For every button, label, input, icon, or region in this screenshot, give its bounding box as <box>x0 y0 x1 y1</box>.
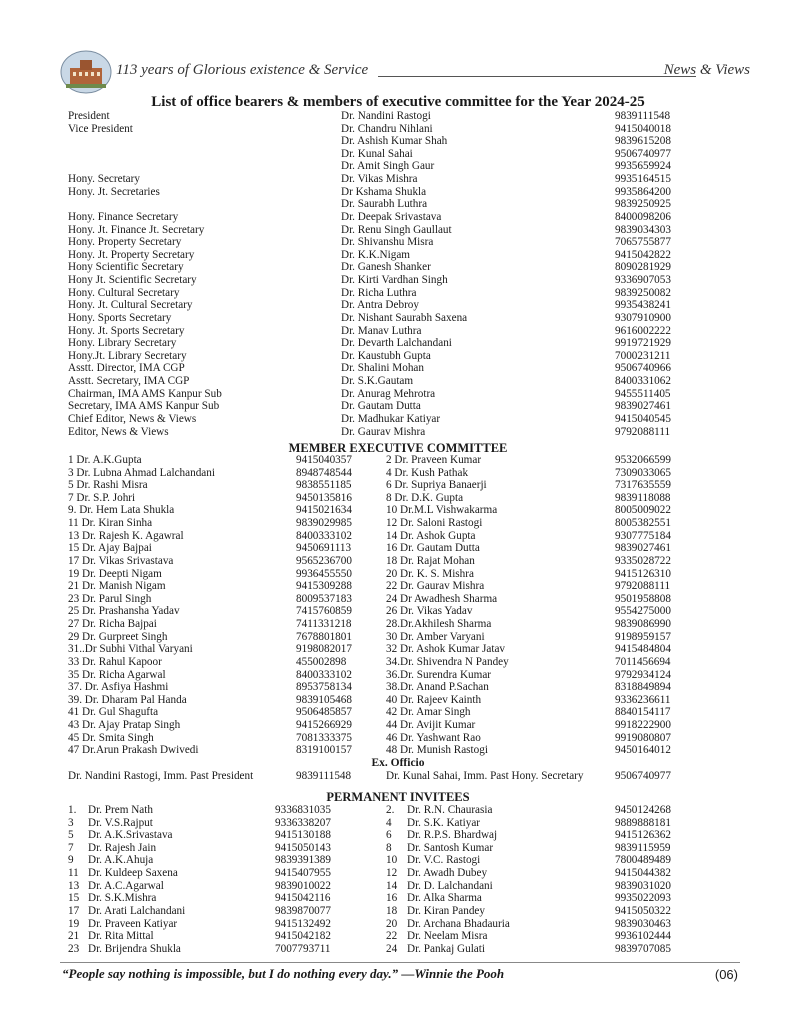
member-phone: 9506485857 <box>296 706 352 719</box>
office-bearer-role: Asstt. Director, IMA CGP <box>68 362 185 375</box>
member-name: 30 Dr. Amber Varyani <box>386 630 485 643</box>
invitee-number: 5 <box>68 829 74 842</box>
office-bearer-name: Dr. Kaustubh Gupta <box>341 349 431 362</box>
member-name: 37. Dr. Asfiya Hashmi <box>68 681 169 694</box>
member-phone: 9450164012 <box>615 744 671 757</box>
member-phone: 8840154117 <box>615 706 671 719</box>
invitee-phone: 9839707085 <box>615 942 671 955</box>
member-phone: 9792088111 <box>615 580 671 593</box>
office-bearer-phone: 9839250925 <box>615 198 671 211</box>
office-bearer-role: Vice President <box>68 122 133 135</box>
office-bearer-name: Dr. Antra Debroy <box>341 299 419 312</box>
member-name: 9. Dr. Hem Lata Shukla <box>68 504 175 517</box>
invitee-name: Dr. Awadh Dubey <box>407 867 488 880</box>
member-phone: 9198082017 <box>296 643 352 656</box>
office-bearer-name: Dr. Vikas Mishra <box>341 173 418 186</box>
invitee-name: Dr. Brijendra Shukla <box>88 942 181 955</box>
member-phone: 9839027461 <box>615 542 671 555</box>
office-bearer-role: Chairman, IMA AMS Kanpur Sub <box>68 387 222 400</box>
footer-quote: “People say nothing is impossible, but I do nothing every day.” —Winnie the Pooh <box>62 966 505 981</box>
invitee-phone: 9935022093 <box>615 892 671 905</box>
invitee-name: Dr. Santosh Kumar <box>407 841 494 854</box>
office-bearer-name: Dr Kshama Shukla <box>341 185 427 198</box>
invitee-phone: 9336338207 <box>275 816 331 829</box>
header-divider <box>378 76 696 77</box>
office-bearer-role: Hony. Jt. Secretaries <box>68 185 160 198</box>
member-name: 18 Dr. Rajat Mohan <box>386 554 475 567</box>
member-phone: 8319100157 <box>296 744 352 757</box>
invitee-number: 8 <box>386 841 392 854</box>
office-bearer-phone: 9839027461 <box>615 400 671 413</box>
invitee-phone: 9839870077 <box>275 904 331 917</box>
invitee-name: Dr. S.K. Katiyar <box>407 816 481 829</box>
office-bearer-phone: 8090281929 <box>615 261 671 274</box>
invitee-name: Dr. V.C. Rastogi <box>407 854 481 867</box>
office-bearer-phone: 7065755877 <box>615 236 671 249</box>
invitee-name: Dr. A.K.Srivastava <box>88 829 173 842</box>
member-phone: 8400333102 <box>296 668 352 681</box>
ex-officio-left-phone: 9839111548 <box>296 770 352 782</box>
office-bearer-role: Hony. Jt. Sports Secretary <box>68 324 185 337</box>
member-phone: 9936455550 <box>296 567 352 580</box>
office-bearer-phone: 8400098206 <box>615 210 671 223</box>
invitee-phone: 9415407955 <box>275 867 331 880</box>
member-name: 41 Dr. Gul Shagufta <box>68 706 159 719</box>
member-phone: 8009537183 <box>296 592 352 605</box>
member-name: 31..Dr Subhi Vithal Varyani <box>68 643 193 656</box>
office-bearer-phone: 9616002222 <box>615 324 671 337</box>
office-bearer-phone: 9839111548 <box>615 110 671 122</box>
member-phone: 9919080807 <box>615 731 671 744</box>
member-name: 23 Dr. Parul Singh <box>68 592 152 605</box>
invitee-phone: 7800489489 <box>615 854 671 867</box>
office-bearer-role: Hony. Jt. Property Secretary <box>68 248 195 261</box>
invitee-name: Dr. R.P.S. Bhardwaj <box>407 829 498 842</box>
office-bearer-role: Hony. Jt. Cultural Secretary <box>68 299 193 312</box>
office-bearer-phone: 9839250082 <box>615 286 671 299</box>
office-bearer-name: Dr. Nishant Saurabh Saxena <box>341 311 468 324</box>
member-name: 36.Dr. Surendra Kumar <box>386 668 492 681</box>
invitee-phone: 9336831035 <box>275 804 331 816</box>
member-phone: 8953758134 <box>296 681 352 694</box>
member-name: 38.Dr. Anand P.Sachan <box>386 681 489 694</box>
member-name: 25 Dr. Prashansha Yadav <box>68 605 180 618</box>
member-name: 33 Dr. Rahul Kapoor <box>68 655 162 668</box>
invitee-phone: 9936102444 <box>615 930 671 943</box>
member-phone: 9839086990 <box>615 618 671 631</box>
office-bearer-phone: 9935659924 <box>615 160 671 173</box>
invitee-name: Dr. R.N. Chaurasia <box>407 804 493 816</box>
invitee-phone: 9450124268 <box>615 804 671 816</box>
ex-officio-right-phone: 9506740977 <box>615 770 671 782</box>
member-phone: 8005382551 <box>615 517 671 530</box>
member-name: 46 Dr. Yashwant Rao <box>386 731 481 744</box>
building-logo-icon <box>60 50 112 94</box>
member-phone: 9307775184 <box>615 529 671 542</box>
office-bearer-name: Dr. Deepak Srivastava <box>341 210 442 223</box>
office-bearer-name: Dr. Anurag Mehrotra <box>341 387 436 400</box>
member-phone: 9415309288 <box>296 580 352 593</box>
invitee-name: Dr. Rita Mittal <box>88 930 154 943</box>
invitee-name: Dr. Neelam Misra <box>407 930 488 943</box>
office-bearer-phone: 9415040545 <box>615 412 671 425</box>
invitee-phone: 9839010022 <box>275 879 331 892</box>
office-bearer-role: Hony. Property Secretary <box>68 236 182 249</box>
office-bearer-role: Secretary, IMA AMS Kanpur Sub <box>68 400 220 413</box>
invitee-number: 14 <box>386 879 398 892</box>
member-exec-heading: MEMBER EXECUTIVE COMMITTEE <box>288 441 508 455</box>
member-name: 5 Dr. Rashi Misra <box>68 479 148 492</box>
member-phone: 9839118088 <box>615 491 671 504</box>
invitee-phone: 9415042116 <box>275 892 331 905</box>
member-name: 10 Dr.M.L Vishwakarma <box>386 504 498 517</box>
office-bearer-name: Dr. Kirti Vardhan Singh <box>341 274 448 287</box>
member-name: 1 Dr. A.K.Gupta <box>68 454 142 466</box>
header-section-title: News & Views <box>663 62 750 78</box>
invitee-number: 3 <box>68 816 74 829</box>
office-bearer-role: Asstt. Secretary, IMA CGP <box>68 375 190 388</box>
office-bearer-role: Hony. Library Secretary <box>68 337 177 350</box>
office-bearer-name: Dr. Madhukar Katiyar <box>341 412 441 425</box>
ex-officio-right-name: Dr. Kunal Sahai, Imm. Past Hony. Secretary <box>386 770 584 782</box>
invitee-number: 10 <box>386 854 398 867</box>
member-phone: 7678801801 <box>296 630 352 643</box>
office-bearer-name: Dr. Richa Luthra <box>341 286 417 299</box>
invitee-phone: 9839031020 <box>615 879 671 892</box>
member-name: 34.Dr. Shivendra N Pandey <box>386 655 509 668</box>
member-name: 26 Dr. Vikas Yadav <box>386 605 473 618</box>
office-bearer-name: Dr. Renu Singh Gaullaut <box>341 223 452 236</box>
member-phone: 9335028722 <box>615 554 671 567</box>
member-phone: 9554275000 <box>615 605 671 618</box>
member-phone: 9839029985 <box>296 517 352 530</box>
office-bearer-role: Hony. Cultural Secretary <box>68 286 180 299</box>
invitee-number: 6 <box>386 829 392 842</box>
invitee-phone: 9415130188 <box>275 829 331 842</box>
footer-divider <box>60 962 740 963</box>
office-bearer-phone: 9792088111 <box>615 425 671 438</box>
office-bearer-phone: 9919721929 <box>615 337 671 350</box>
office-bearer-name: Dr. K.K.Nigam <box>341 248 410 261</box>
invitee-name: Dr. Praveen Katiyar <box>88 917 178 930</box>
member-name: 28.Dr.Akhilesh Sharma <box>386 618 492 631</box>
office-bearer-name: Dr. Amit Singh Gaur <box>341 160 435 173</box>
member-name: 43 Dr. Ajay Pratap Singh <box>68 719 181 732</box>
member-phone: 7011456694 <box>615 655 671 668</box>
member-name: 13 Dr. Rajesh K. Agawral <box>68 529 184 542</box>
ex-officio-heading: Ex. Officio <box>371 757 425 769</box>
member-name: 19 Dr. Deepti Nigam <box>68 567 162 580</box>
member-name: 4 Dr. Kush Pathak <box>386 466 469 479</box>
member-phone: 9839105468 <box>296 693 352 706</box>
office-bearer-phone: 9935164515 <box>615 173 671 186</box>
invitee-phone: 9839391389 <box>275 854 331 867</box>
member-name: 42 Dr. Amar Singh <box>386 706 471 719</box>
office-bearer-role: Hony. Jt. Finance Jt. Secretary <box>68 223 205 236</box>
member-name: 11 Dr. Kiran Sinha <box>68 517 153 530</box>
ex-officio-left-name: Dr. Nandini Rastogi, Imm. Past President <box>68 770 254 782</box>
invitee-name: Dr. Kiran Pandey <box>407 904 485 917</box>
member-phone: 9415126310 <box>615 567 671 580</box>
office-bearer-phone: 9307910900 <box>615 311 671 324</box>
invitee-phone: 9839030463 <box>615 917 671 930</box>
member-phone: 8948748544 <box>296 466 352 479</box>
member-name: 3 Dr. Lubna Ahmad Lalchandani <box>68 466 215 479</box>
invitee-number: 11 <box>68 867 79 880</box>
invitee-number: 2. <box>386 804 395 816</box>
office-bearer-name: Dr. Kunal Sahai <box>341 147 413 160</box>
member-name: 24 Dr Awadhesh Sharma <box>386 592 498 605</box>
invitee-name: Dr. Pankaj Gulati <box>407 942 485 955</box>
invitee-number: 9 <box>68 854 74 867</box>
invitee-phone: 9415132492 <box>275 917 331 930</box>
office-bearer-role: Chief Editor, News & Views <box>68 412 197 425</box>
invitee-name: Dr. D. Lalchandani <box>407 879 493 892</box>
office-bearer-role: Hony.Jt. Library Secretary <box>68 349 187 362</box>
office-bearer-name: Dr. Ganesh Shanker <box>341 261 431 274</box>
member-name: 8 Dr. D.K. Gupta <box>386 491 464 504</box>
invitee-phone: 9415044382 <box>615 867 671 880</box>
member-name: 27 Dr. Richa Bajpai <box>68 618 157 631</box>
invitee-number: 19 <box>68 917 80 930</box>
page-number: (06) <box>714 967 738 982</box>
office-bearer-phone: 9506740966 <box>615 362 671 375</box>
invitee-name: Dr. A.K.Ahuja <box>88 854 154 867</box>
invitee-name: Dr. Kuldeep Saxena <box>88 867 178 880</box>
member-name: 48 Dr. Munish Rastogi <box>386 744 488 757</box>
office-bearer-phone: 8400331062 <box>615 375 671 388</box>
member-name: 15 Dr. Ajay Bajpai <box>68 542 152 555</box>
invitee-name: Dr. V.S.Rajput <box>88 816 153 829</box>
office-bearer-role: President <box>68 110 110 122</box>
invitee-number: 1. <box>68 804 77 816</box>
invitee-phone: 9839115959 <box>615 841 671 854</box>
office-bearer-phone: 9935864200 <box>615 185 671 198</box>
member-name: 21 Dr. Manish Nigam <box>68 580 166 593</box>
office-bearer-name: Dr. Chandru Nihlani <box>341 122 433 135</box>
member-name: 32 Dr. Ashok Kumar Jatav <box>386 643 506 656</box>
permanent-invitees-heading: PERMANENT INVITEES <box>326 790 470 804</box>
invitee-number: 16 <box>386 892 398 905</box>
member-phone: 9415484804 <box>615 643 671 656</box>
invitee-name: Dr. Archana Bhadauria <box>407 917 510 930</box>
invitee-phone: 7007793711 <box>275 942 331 955</box>
member-name: 12 Dr. Saloni Rastogi <box>386 517 483 530</box>
member-name: 45 Dr. Smita Singh <box>68 731 154 744</box>
office-bearer-phone: 9415042822 <box>615 248 671 261</box>
invitee-number: 7 <box>68 841 74 854</box>
invitee-number: 22 <box>386 930 398 943</box>
office-bearer-name: Dr. Saurabh Luthra <box>341 198 428 211</box>
member-name: 35 Dr. Richa Agarwal <box>68 668 166 681</box>
invitee-name: Dr. A.C.Agarwal <box>88 879 164 892</box>
member-phone: 9450135816 <box>296 491 352 504</box>
invitee-number: 15 <box>68 892 80 905</box>
member-phone: 8005009022 <box>615 504 671 517</box>
member-phone: 9532066599 <box>615 454 671 466</box>
invitee-number: 4 <box>386 816 392 829</box>
office-bearer-name: Dr. Manav Luthra <box>341 324 422 337</box>
page-title: List of office bearers & members of executive committee for the Year 2024-25 <box>151 94 645 110</box>
member-name: 47 Dr.Arun Prakash Dwivedi <box>68 744 199 757</box>
office-bearer-phone: 7000231211 <box>615 349 671 362</box>
invitee-number: 12 <box>386 867 398 880</box>
member-phone: 9838551185 <box>296 479 352 492</box>
office-bearer-phone: 9455511405 <box>615 387 671 400</box>
member-phone: 9415266929 <box>296 719 352 732</box>
member-phone: 9792934124 <box>615 668 671 681</box>
invitee-number: 20 <box>386 917 398 930</box>
office-bearer-role: Hony. Finance Secretary <box>68 210 179 223</box>
member-name: 17 Dr. Vikas Srivastava <box>68 554 174 567</box>
member-phone: 9415021634 <box>296 504 352 517</box>
office-bearer-role: Hony Scientific Secretary <box>68 261 184 274</box>
invitee-name: Dr. Alka Sharma <box>407 892 482 905</box>
member-name: 16 Dr. Gautam Dutta <box>386 542 480 555</box>
invitee-number: 21 <box>68 930 80 943</box>
member-phone: 8400333102 <box>296 529 352 542</box>
invitee-number: 18 <box>386 904 398 917</box>
member-phone: 455002898 <box>296 655 347 668</box>
member-name: 20 Dr. K. S. Mishra <box>386 567 474 580</box>
member-phone: 9565236700 <box>296 554 352 567</box>
header-tagline: 113 years of Glorious existence & Service <box>116 62 369 78</box>
office-bearer-name: Dr. Gaurav Mishra <box>341 425 426 438</box>
invitee-phone: 9415050322 <box>615 904 671 917</box>
office-bearer-phone: 9336907053 <box>615 274 671 287</box>
member-phone: 9918222900 <box>615 719 671 732</box>
office-bearer-name: Dr. Shivanshu Misra <box>341 236 434 249</box>
office-bearer-role: Hony. Sports Secretary <box>68 311 172 324</box>
member-phone: 9198959157 <box>615 630 671 643</box>
member-phone: 9415040357 <box>296 454 352 466</box>
member-phone: 7415760859 <box>296 605 352 618</box>
member-name: 44 Dr. Avijit Kumar <box>386 719 476 732</box>
member-name: 6 Dr. Supriya Banaerji <box>386 479 487 492</box>
invitee-phone: 9889888181 <box>615 816 671 829</box>
office-bearer-phone: 9506740977 <box>615 147 671 160</box>
invitee-name: Dr. Rajesh Jain <box>88 841 157 854</box>
invitee-number: 24 <box>386 942 398 955</box>
member-phone: 9450691113 <box>296 542 352 555</box>
office-bearer-name: Dr. Nandini Rastogi <box>341 110 431 122</box>
invitee-phone: 9415126362 <box>615 829 671 842</box>
invitee-name: Dr. Arati Lalchandani <box>88 904 186 917</box>
member-phone: 7317635559 <box>615 479 671 492</box>
invitee-name: Dr. Prem Nath <box>88 804 153 816</box>
member-name: 40 Dr. Rajeev Kainth <box>386 693 482 706</box>
member-name: 39. Dr. Dharam Pal Handa <box>68 693 187 706</box>
invitee-name: Dr. S.K.Mishra <box>88 892 157 905</box>
member-name: 29 Dr. Gurpreet Singh <box>68 630 168 643</box>
office-bearer-phone: 9935438241 <box>615 299 671 312</box>
page-header <box>60 50 750 100</box>
office-bearer-phone: 9415040018 <box>615 122 671 135</box>
member-phone: 7309033065 <box>615 466 671 479</box>
invitee-number: 23 <box>68 942 80 955</box>
invitee-phone: 9415050143 <box>275 841 331 854</box>
office-bearer-name: Dr. Devarth Lalchandani <box>341 337 452 350</box>
office-bearer-role: Hony. Secretary <box>68 173 140 186</box>
office-bearer-role: Editor, News & Views <box>68 425 169 438</box>
office-bearer-name: Dr. S.K.Gautam <box>341 375 414 388</box>
member-name: 2 Dr. Praveen Kumar <box>386 454 482 466</box>
office-bearer-name: Dr. Ashish Kumar Shah <box>341 135 448 148</box>
office-bearer-phone: 9839034303 <box>615 223 671 236</box>
office-bearer-name: Dr. Gautam Dutta <box>341 400 421 413</box>
member-name: 14 Dr. Ashok Gupta <box>386 529 476 542</box>
member-name: 22 Dr. Gaurav Mishra <box>386 580 485 593</box>
invitee-number: 13 <box>68 879 80 892</box>
office-bearer-phone: 9839615208 <box>615 135 671 148</box>
invitee-number: 17 <box>68 904 80 917</box>
member-name: 7 Dr. S.P. Johri <box>68 491 136 504</box>
member-phone: 9501958808 <box>615 592 671 605</box>
member-phone: 8318849894 <box>615 681 671 694</box>
member-phone: 7081333375 <box>296 731 352 744</box>
office-bearer-role: Hony Jt. Scientific Secretary <box>68 274 197 287</box>
office-bearer-name: Dr. Shalini Mohan <box>341 362 424 375</box>
member-phone: 7411331218 <box>296 618 352 631</box>
member-phone: 9336236611 <box>615 693 671 706</box>
invitee-phone: 9415042182 <box>275 930 331 943</box>
